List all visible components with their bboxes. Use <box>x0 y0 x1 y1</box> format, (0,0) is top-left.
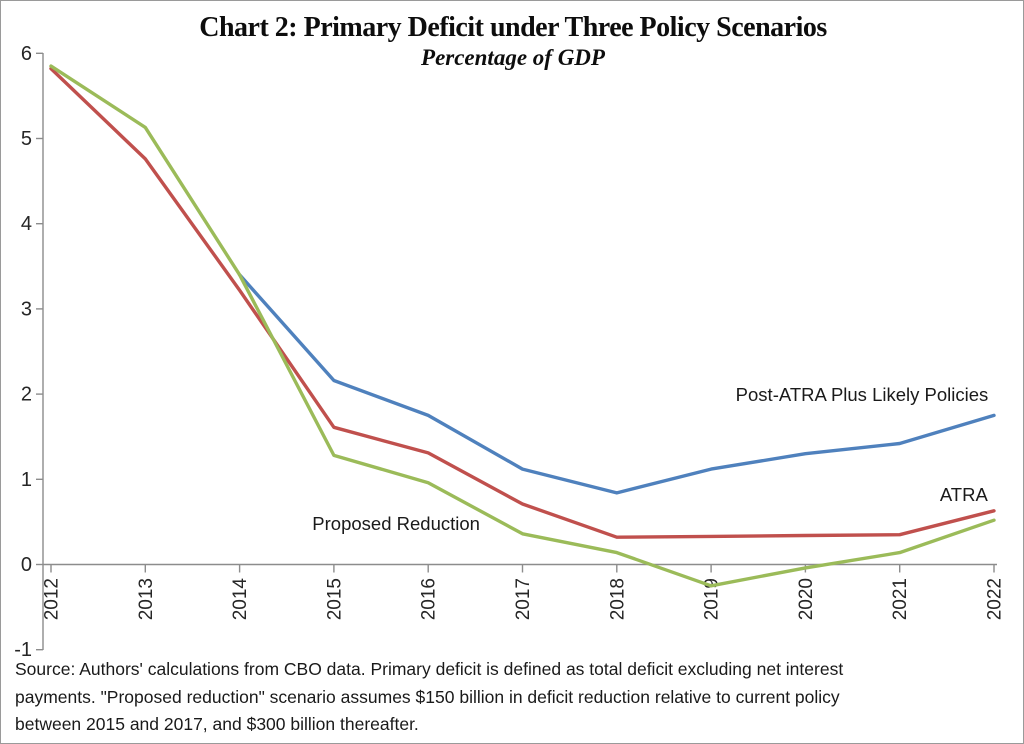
series-line-proposed-reduction <box>51 66 994 586</box>
y-tick-label: 1 <box>20 468 32 491</box>
series-label-atra: ATRA <box>939 484 988 506</box>
y-tick-label: 6 <box>20 42 32 65</box>
x-tick-label: 2019 <box>701 578 723 621</box>
series-label-post-atra-plus-likely-policies: Post-ATRA Plus Likely Policies <box>735 383 989 405</box>
chart-title: Chart 2: Primary Deficit under Three Policy Scenarios <box>199 12 827 43</box>
source-note-line: Source: Authors' calculations from CBO data. Primary deficit is defined as total deficit excluding net interest <box>15 659 844 679</box>
x-tick-label: 2013 <box>135 578 157 621</box>
chart-subtitle: Percentage of GDP <box>421 45 605 70</box>
x-tick-label: 2015 <box>324 578 346 621</box>
source-note <box>15 656 1005 739</box>
x-tick-label: 2016 <box>418 578 440 621</box>
x-tick-label: 2022 <box>984 578 1006 621</box>
x-tick-label: 2014 <box>230 578 252 621</box>
y-tick-label: 0 <box>20 554 32 576</box>
y-tick-label: 4 <box>20 213 32 236</box>
series-label-proposed-reduction: Proposed Reduction <box>312 513 480 535</box>
source-note-line: payments. "Proposed reduction" scenario assumes $150 billion in deficit reduction relative to current policy <box>15 686 840 707</box>
x-tick-label: 2021 <box>890 578 912 621</box>
x-tick-label: 2012 <box>41 578 63 621</box>
source-note-line: between 2015 and 2017, and $300 billion thereafter. <box>15 714 419 734</box>
y-tick-label: 5 <box>20 128 32 150</box>
plot-area <box>1 1 1024 744</box>
x-tick-label: 2018 <box>607 578 629 621</box>
x-tick-label: 2020 <box>795 578 817 621</box>
x-tick-label: 2017 <box>513 578 534 621</box>
y-tick-label: -1 <box>14 639 32 662</box>
y-tick-label: 2 <box>20 383 32 406</box>
y-tick-label: 3 <box>20 298 32 321</box>
series-line-atra <box>51 69 994 538</box>
